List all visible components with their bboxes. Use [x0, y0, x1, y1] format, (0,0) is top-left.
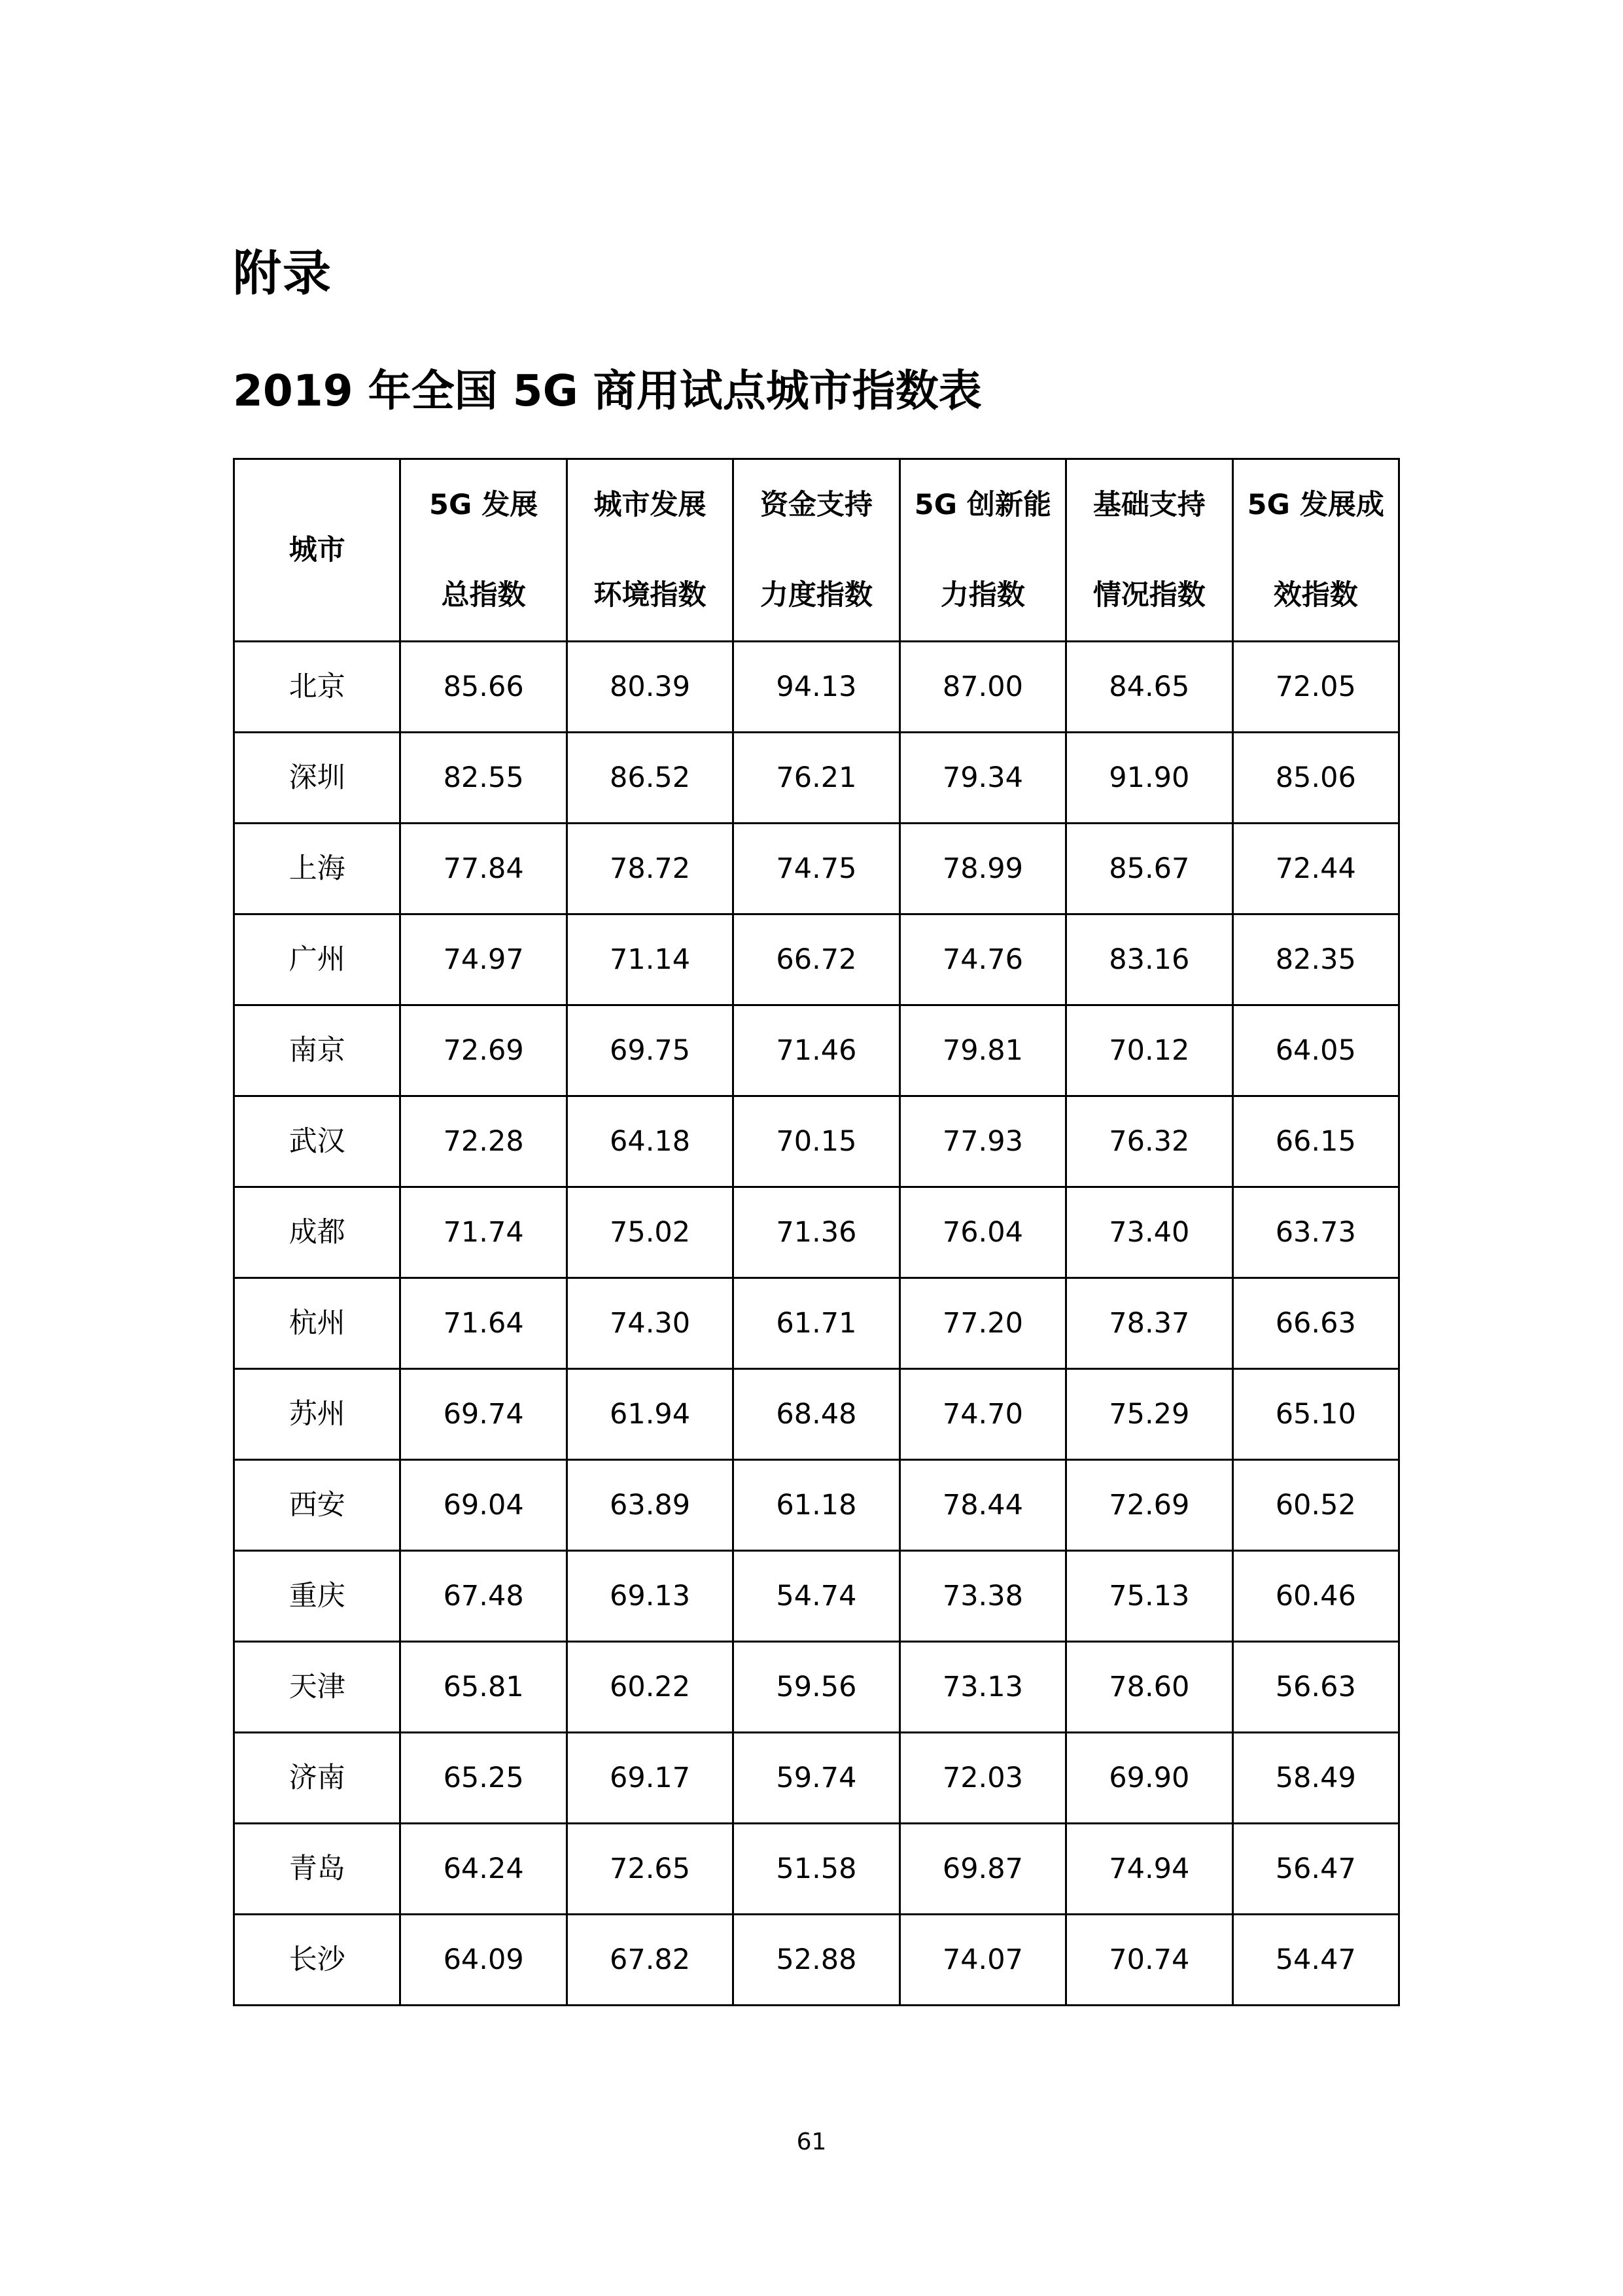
cell-infrastructure-index: 78.60: [1066, 1642, 1232, 1733]
header-line2: 情况指数: [1092, 579, 1206, 612]
table-header: [234, 459, 1399, 642]
table-row: [234, 1369, 1399, 1460]
cell-infrastructure-index: 69.90: [1066, 1733, 1232, 1824]
cell-funding-index: 54.74: [733, 1551, 899, 1642]
cell-funding-index: 76.21: [733, 733, 899, 824]
cell-city: 武汉: [234, 1096, 400, 1187]
cell-outcome-index: 65.10: [1232, 1369, 1399, 1460]
header-innovation-index: [899, 459, 1066, 642]
table-row: [234, 1551, 1399, 1642]
cell-infrastructure-index: 74.94: [1066, 1824, 1232, 1915]
cell-total-index: 65.25: [400, 1733, 567, 1824]
cell-innovation-index: 77.93: [899, 1096, 1066, 1187]
table-body: [234, 642, 1399, 2006]
cell-environment-index: 63.89: [567, 1460, 733, 1551]
table-row: [234, 1642, 1399, 1733]
cell-total-index: 65.81: [400, 1642, 567, 1733]
cell-funding-index: 52.88: [733, 1915, 899, 2006]
cell-innovation-index: 73.38: [899, 1551, 1066, 1642]
table-row: [234, 1915, 1399, 2006]
city-index-table: [233, 458, 1400, 2006]
cell-environment-index: 64.18: [567, 1096, 733, 1187]
cell-total-index: 69.74: [400, 1369, 567, 1460]
cell-total-index: 67.48: [400, 1551, 567, 1642]
cell-funding-index: 68.48: [733, 1369, 899, 1460]
table-row: [234, 1096, 1399, 1187]
table-row: [234, 824, 1399, 914]
cell-environment-index: 67.82: [567, 1915, 733, 2006]
cell-city: 重庆: [234, 1551, 400, 1642]
cell-environment-index: 72.65: [567, 1824, 733, 1915]
cell-outcome-index: 72.44: [1232, 824, 1399, 914]
cell-innovation-index: 79.34: [899, 733, 1066, 824]
table-row: [234, 733, 1399, 824]
cell-infrastructure-index: 76.32: [1066, 1096, 1232, 1187]
header-line2: 效指数: [1273, 579, 1358, 612]
header-line2: 力度指数: [759, 579, 873, 612]
cell-outcome-index: 72.05: [1232, 642, 1399, 733]
cell-infrastructure-index: 75.29: [1066, 1369, 1232, 1460]
cell-funding-index: 61.18: [733, 1460, 899, 1551]
cell-innovation-index: 74.76: [899, 914, 1066, 1005]
cell-innovation-index: 78.44: [899, 1460, 1066, 1551]
cell-total-index: 77.84: [400, 824, 567, 914]
table-row: [234, 1460, 1399, 1551]
header-environment-index: [567, 459, 733, 642]
cell-outcome-index: 54.47: [1232, 1915, 1399, 2006]
cell-environment-index: 80.39: [567, 642, 733, 733]
cell-city: 杭州: [234, 1278, 400, 1369]
header-line2: 环境指数: [593, 579, 707, 612]
cell-total-index: 72.69: [400, 1005, 567, 1096]
cell-infrastructure-index: 70.74: [1066, 1915, 1232, 2006]
cell-innovation-index: 79.81: [899, 1005, 1066, 1096]
table-row: [234, 1278, 1399, 1369]
cell-city: 济南: [234, 1733, 400, 1824]
cell-outcome-index: 66.63: [1232, 1278, 1399, 1369]
cell-innovation-index: 69.87: [899, 1824, 1066, 1915]
header-city-label: 城市: [288, 534, 345, 566]
cell-funding-index: 94.13: [733, 642, 899, 733]
cell-funding-index: 71.46: [733, 1005, 899, 1096]
table-row: [234, 1824, 1399, 1915]
cell-infrastructure-index: 75.13: [1066, 1551, 1232, 1642]
cell-total-index: 74.97: [400, 914, 567, 1005]
page-number: 61: [796, 2129, 827, 2155]
table-row: [234, 1005, 1399, 1096]
cell-infrastructure-index: 84.65: [1066, 642, 1232, 733]
cell-funding-index: 71.36: [733, 1187, 899, 1278]
header-outcome-index: [1232, 459, 1399, 642]
cell-infrastructure-index: 73.40: [1066, 1187, 1232, 1278]
cell-total-index: 71.74: [400, 1187, 567, 1278]
cell-infrastructure-index: 70.12: [1066, 1005, 1232, 1096]
header-line1: 5G 发展成: [1247, 489, 1384, 521]
cell-innovation-index: 72.03: [899, 1733, 1066, 1824]
cell-environment-index: 61.94: [567, 1369, 733, 1460]
cell-funding-index: 74.75: [733, 824, 899, 914]
cell-city: 长沙: [234, 1915, 400, 2006]
header-total-index: [400, 459, 567, 642]
cell-city: 青岛: [234, 1824, 400, 1915]
cell-funding-index: 59.56: [733, 1642, 899, 1733]
table-title: 2019 年全国 5G 商用试点城市指数表: [233, 366, 982, 416]
header-infrastructure-index: [1066, 459, 1232, 642]
cell-funding-index: 70.15: [733, 1096, 899, 1187]
cell-outcome-index: 60.46: [1232, 1551, 1399, 1642]
cell-outcome-index: 85.06: [1232, 733, 1399, 824]
cell-innovation-index: 73.13: [899, 1642, 1066, 1733]
cell-environment-index: 71.14: [567, 914, 733, 1005]
cell-total-index: 64.09: [400, 1915, 567, 2006]
cell-total-index: 71.64: [400, 1278, 567, 1369]
cell-outcome-index: 66.15: [1232, 1096, 1399, 1187]
cell-environment-index: 86.52: [567, 733, 733, 824]
cell-infrastructure-index: 85.67: [1066, 824, 1232, 914]
cell-city: 苏州: [234, 1369, 400, 1460]
cell-innovation-index: 74.07: [899, 1915, 1066, 2006]
cell-funding-index: 66.72: [733, 914, 899, 1005]
header-line2: 力指数: [940, 579, 1025, 612]
header-funding-index: [733, 459, 899, 642]
cell-total-index: 69.04: [400, 1460, 567, 1551]
header-line1: 城市发展: [593, 489, 707, 521]
table-row: [234, 642, 1399, 733]
cell-city: 深圳: [234, 733, 400, 824]
cell-innovation-index: 87.00: [899, 642, 1066, 733]
cell-environment-index: 69.75: [567, 1005, 733, 1096]
cell-city: 北京: [234, 642, 400, 733]
header-line1: 资金支持: [759, 489, 873, 521]
header-line2: 总指数: [441, 579, 526, 612]
table-row: [234, 1733, 1399, 1824]
appendix-title: 附录: [233, 245, 332, 302]
cell-city: 广州: [234, 914, 400, 1005]
table-row: [234, 914, 1399, 1005]
cell-funding-index: 59.74: [733, 1733, 899, 1824]
cell-total-index: 64.24: [400, 1824, 567, 1915]
cell-outcome-index: 56.63: [1232, 1642, 1399, 1733]
cell-environment-index: 78.72: [567, 824, 733, 914]
cell-total-index: 82.55: [400, 733, 567, 824]
cell-city: 西安: [234, 1460, 400, 1551]
cell-infrastructure-index: 83.16: [1066, 914, 1232, 1005]
cell-city: 上海: [234, 824, 400, 914]
table-row: [234, 1187, 1399, 1278]
header-city: [234, 459, 400, 642]
cell-environment-index: 69.13: [567, 1551, 733, 1642]
cell-outcome-index: 64.05: [1232, 1005, 1399, 1096]
cell-infrastructure-index: 72.69: [1066, 1460, 1232, 1551]
header-line1: 5G 发展: [429, 489, 538, 521]
cell-funding-index: 51.58: [733, 1824, 899, 1915]
cell-environment-index: 60.22: [567, 1642, 733, 1733]
cell-environment-index: 74.30: [567, 1278, 733, 1369]
cell-funding-index: 61.71: [733, 1278, 899, 1369]
cell-city: 南京: [234, 1005, 400, 1096]
cell-city: 天津: [234, 1642, 400, 1733]
cell-infrastructure-index: 78.37: [1066, 1278, 1232, 1369]
header-line1: 基础支持: [1092, 489, 1206, 521]
cell-city: 成都: [234, 1187, 400, 1278]
header-row: [234, 459, 1399, 642]
cell-innovation-index: 76.04: [899, 1187, 1066, 1278]
cell-outcome-index: 58.49: [1232, 1733, 1399, 1824]
cell-outcome-index: 82.35: [1232, 914, 1399, 1005]
cell-total-index: 72.28: [400, 1096, 567, 1187]
cell-innovation-index: 78.99: [899, 824, 1066, 914]
cell-total-index: 85.66: [400, 642, 567, 733]
cell-environment-index: 75.02: [567, 1187, 733, 1278]
header-line1: 5G 创新能: [914, 489, 1051, 521]
cell-innovation-index: 74.70: [899, 1369, 1066, 1460]
cell-innovation-index: 77.20: [899, 1278, 1066, 1369]
cell-outcome-index: 60.52: [1232, 1460, 1399, 1551]
cell-outcome-index: 56.47: [1232, 1824, 1399, 1915]
cell-outcome-index: 63.73: [1232, 1187, 1399, 1278]
cell-infrastructure-index: 91.90: [1066, 733, 1232, 824]
cell-environment-index: 69.17: [567, 1733, 733, 1824]
